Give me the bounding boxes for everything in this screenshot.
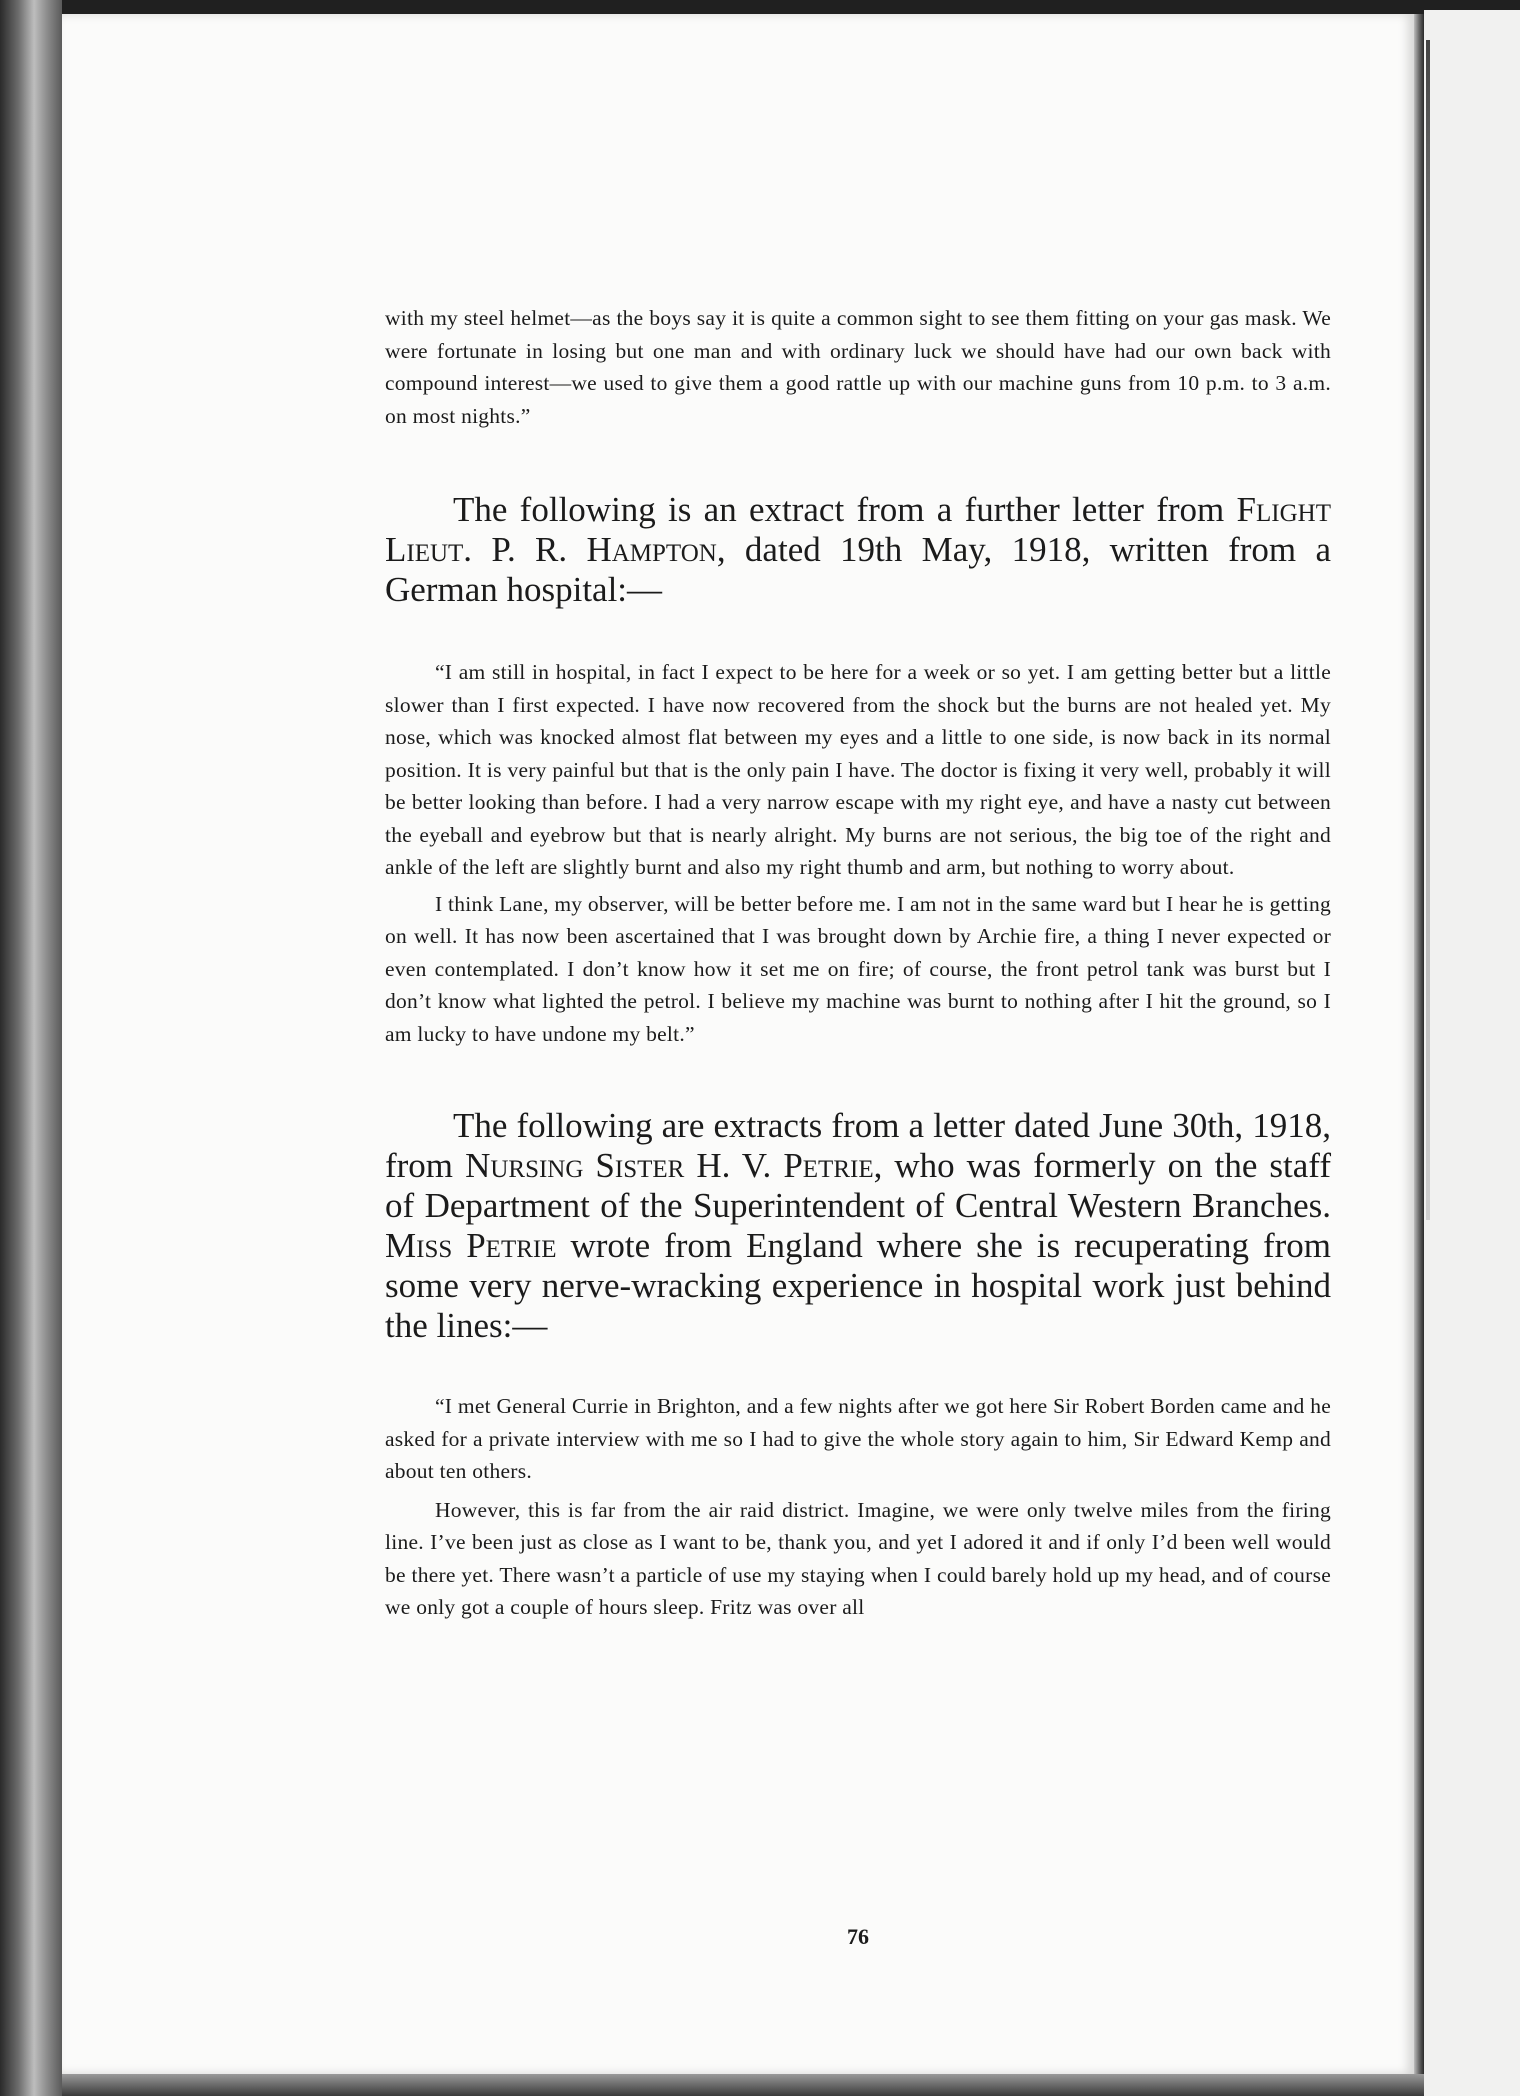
adjacent-page-edge [1424,10,1520,2096]
author-name-short: Miss Petrie [385,1226,557,1265]
intro-text-end: wrote from England where she is recuperating from some very nerve-wracking experience in hospital work just behind the lines:— [385,1226,1331,1345]
continued-letter-paragraph: with my steel helmet—as the boys say it is quite a common sight to see them fitting on your gas mask. We were fortunate in losing but one man and with ordinary luck we should have had our own back with compound interest—we used to give them a good rattle up with our machine guns from 10 p.m. to 3 a.m. on most nights.” [385,306,1331,428]
adjacent-page-shadow [1426,40,1430,1220]
book-page [62,14,1414,2074]
intro-text-middle: , who was formerly on the staff of Department of the Superintendent of Central Western Branches. [385,1146,1331,1225]
page-gutter [1414,14,1424,2074]
letter-paragraph: “I met General Currie in Brighton, and a few nights after we got here Sir Robert Borden came and he asked for a private interview with me so I had to give the whole story again to him, Sir Edward Kemp and about ten others. [385,1394,1331,1483]
letter-paragraph: “I am still in hospital, in fact I expect to be here for a week or so yet. I am getting better but a little slower than I first expected. I have now recovered from the shock but the burns are not healed yet. My nose, which was knocked almost flat between my eyes and a little to one side, is now back in its normal position. It is very painful but that is the only pain I have. The doctor is fixing it very well, probably it will be better looking than before. I had a very narrow escape with my right eye, and have a nasty cut between the eyeball and eyebrow but that is nearly alright. My burns are not serious, the big toe of the right and ankle of the left are slightly burnt and also my right thumb and arm, but nothing to worry about. [385,660,1331,879]
page-number: 76 [847,1924,869,1949]
book-bottom-edge [62,2074,1424,2096]
author-name: Nursing Sister H. V. Petrie [465,1146,874,1185]
section-intro-hampton [385,490,1331,610]
letter-paragraph: However, this is far from the air raid district. Imagine, we were only twelve miles from the firing line. I’ve been just as close as I want to be, thank you, and yet I adored it and if only I’d been well would be there yet. There wasn’t a particle of use my staying when I could barely hold up my head, and of course we only got a couple of hours sleep. Fritz was over all [385,1497,1331,1619]
intro-text-start: The following is an extract from a further letter from [453,490,1237,529]
author-name: Flight Lieut. P. R. Hampton [385,490,1331,569]
intro-text-end: , dated 19th May, 1918, written from a German hospital:— [385,530,1332,609]
book-left-edge [0,0,62,2096]
page-content [385,302,1332,1949]
letter-paragraph: I think Lane, my observer, will be better before me. I am not in the same ward but I hear he is getting on well. It has now been ascertained that I was brought down by Archie fire, a thing I never expected or even contemplated. I don’t know how it set me on fire; of course, the front petrol tank was burst but I don’t know what lighted the petrol. I believe my machine was burnt to nothing after I hit the ground, so I am lucky to have undone my belt.” [385,891,1331,1046]
intro-text-start: The following are extracts from a letter dated June 30th, 1918, from [385,1106,1331,1185]
section-intro-petrie [385,1106,1331,1346]
